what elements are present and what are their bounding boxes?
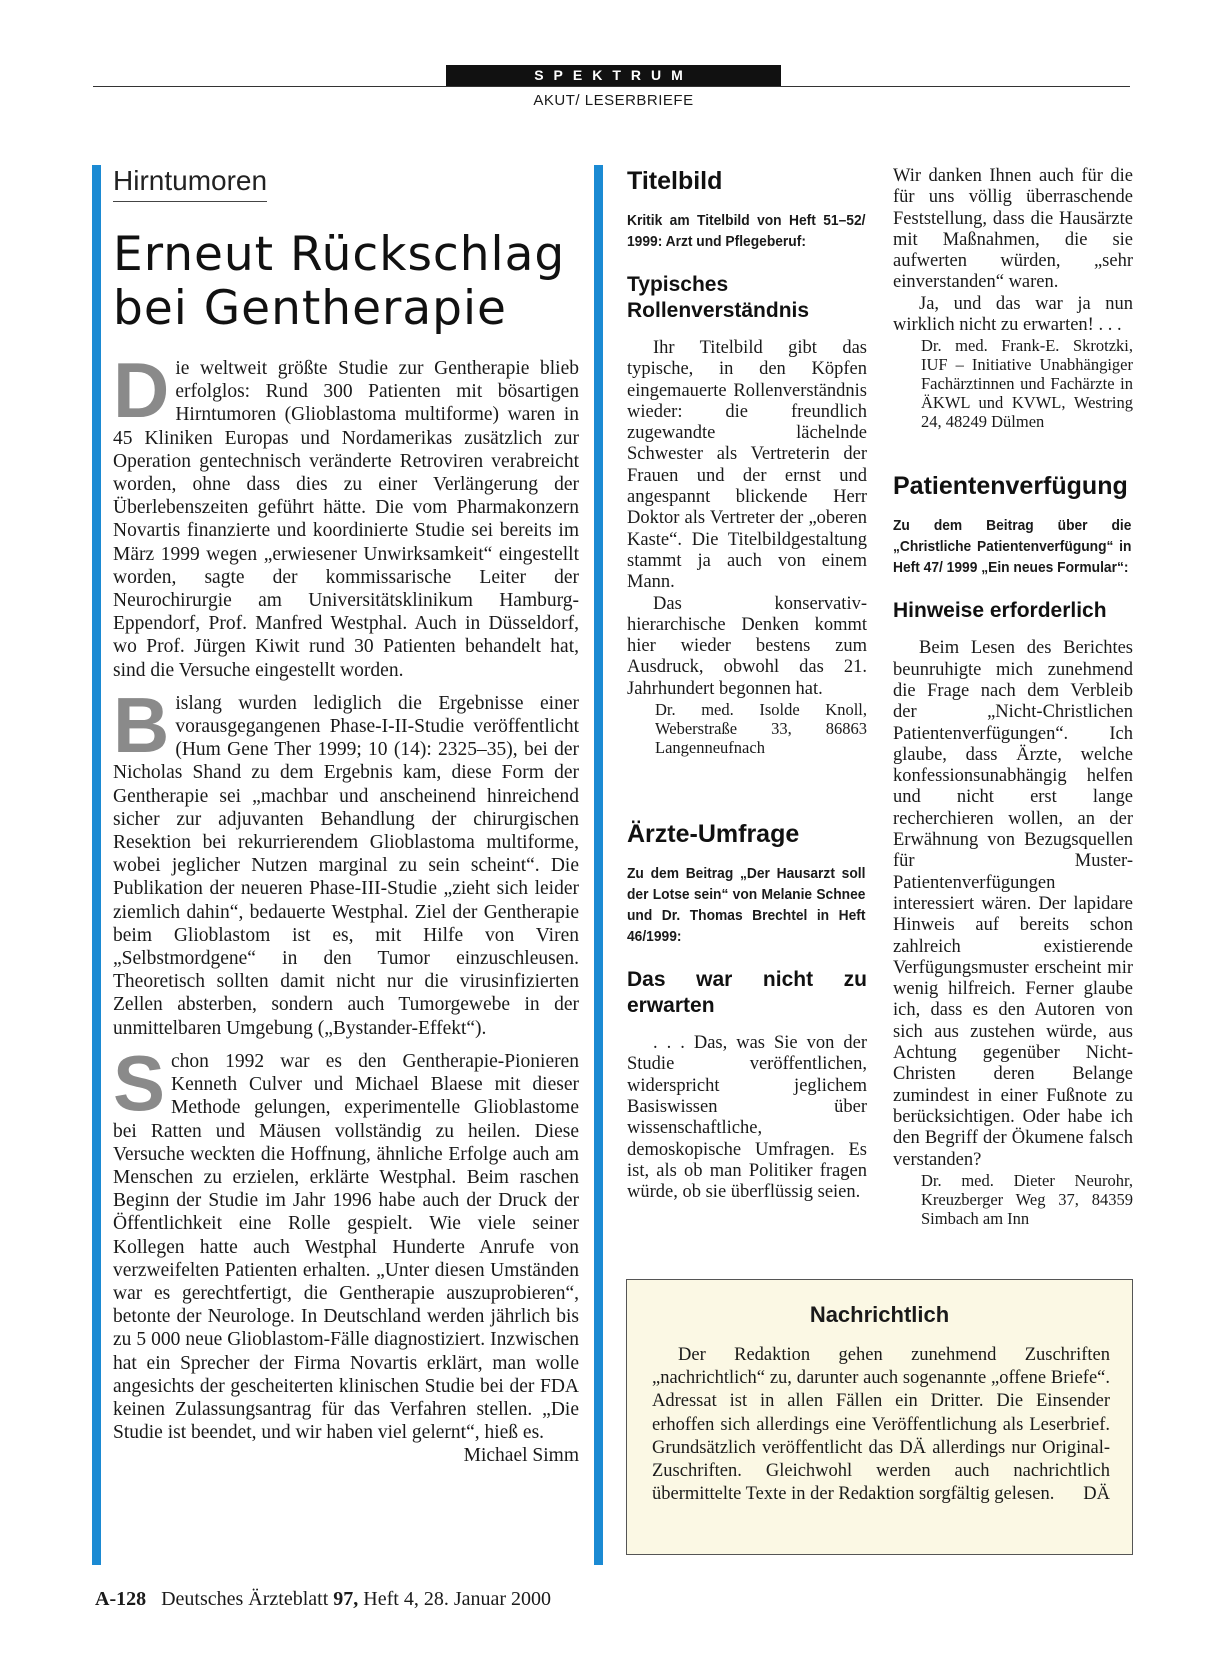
letters-column-right bbox=[893, 166, 1133, 1228]
journal-issue: Heft 4, 28. Januar 2000 bbox=[363, 1588, 552, 1610]
article-author: Michael Simm bbox=[463, 1445, 579, 1467]
paragraph-text: islang wurden lediglich die Ergebnisse einer vorausgegangenen Phase-I-II-Studie veröffentlicht (Hum Gene Ther 1999; 10 (14): 2325–35), bei der Nicholas Shand zu dem Ergebnis kam, diese Form der Gentherapie sei „machbar und anscheinend hinreichend sicher zur adjuvanten Behandlung der chirurgischen Resektion bei rekurrierendem Glioblastoma multiforme, wobei jeglicher Nutzen marginal zu sein scheint“. Die Publikation der neueren Phase-III-Studie „zieht sich leider ziemlich dahin“, bedauerte Westphal. Ziel der Gentherapie beim Glioblastom ist es, mit Hilfe von Viren „Selbstmordgene“ in den Tumor einzuschleusen. Theoretisch sollten damit nicht nur die virusinfizierten Zellen absterben, sondern auch Tumorgewebe in der unmittelbaren Umgebung („Bystander-Effekt“). bbox=[113, 692, 579, 1039]
section-title-titelbild: Titelbild bbox=[627, 167, 723, 195]
letter-paragraph: Ihr Titelbild gibt das typische, in den Köpfen eingemauerte Rollenverständnis wieder: die freundlich zugewandte lächelnde Schwester als Vertreterin der Frauen und der ernst und angespannt blickende Herr Doktor als Vertreter der „oberen Kaste“. Die Titelbildgestaltung stammt ja auch von einem Mann. bbox=[627, 338, 867, 593]
notice-body: Der Redaktion gehen zunehmend Zuschriften „nachrichtlich“ zu, darunter auch sogenannte „offene Briefe“. Adressat ist in allen Fällen ein Dritter. Die Einsender erhoffen sich allerdings eine Veröffentlichung als Leserbrief. Grundsätzlich veröffentlicht das DÄ allerdings nur Original-Zuschriften. Gleichwohl werden auch nachrichtlich übermittelte Texte in der Redaktion sorgfältig gelesen. bbox=[652, 1345, 1110, 1505]
section-title-verfuegung: Patientenverfügung bbox=[893, 472, 1128, 501]
letters-accent-bar bbox=[594, 165, 603, 1565]
letter-title: Typisches Rollenverständnis bbox=[627, 273, 810, 322]
letter-signature: Dr. med. Isolde Knoll, Weberstraße 33, 86863 Langenneufnach bbox=[655, 700, 867, 758]
letter-title: Hinweise erforderlich bbox=[893, 599, 1107, 623]
page-footer bbox=[95, 1588, 551, 1611]
drop-cap: B bbox=[113, 680, 170, 769]
drop-cap: S bbox=[113, 1038, 166, 1127]
letter-signature: Dr. med. Frank-E. Skrotzki, IUF – Initiative Unabhängiger Fachärztinnen und Fachärzte in ÄKWL und KVWL, Westring 24, 48249 Dülmen bbox=[921, 336, 1133, 432]
header-rule bbox=[93, 86, 1130, 87]
page-number: A-128 bbox=[95, 1588, 147, 1610]
article-headline: Erneut Rückschlag bei Gentherapie bbox=[113, 227, 566, 336]
article-paragraph bbox=[113, 1038, 579, 1467]
article-paragraph bbox=[113, 680, 579, 1040]
letter-paragraph: Ja, und das war ja nun wirklich nicht zu erwarten! . . . bbox=[893, 293, 1133, 336]
drop-cap: D bbox=[113, 346, 170, 434]
letter-reference: Zu dem Beitrag „Der Hausarzt soll der Lotse sein“ von Melanie Schnee und Dr. Thomas Brechtel in Heft 46/1999: bbox=[627, 865, 866, 946]
letter-reference: Kritik am Titelbild von Heft 51–52/ 1999: Arzt und Pflegeberuf: bbox=[627, 212, 866, 250]
section-title-umfrage: Ärzte-Umfrage bbox=[627, 820, 800, 849]
journal-name: Deutsches Ärzteblatt bbox=[161, 1588, 329, 1610]
notice-tag: DÄ bbox=[1083, 1484, 1110, 1505]
letter-paragraph: Beim Lesen des Berichtes beunruhigte mich zunehmend die Frage nach dem Verbleib der „Nicht-Christlichen Patientenverfügungen“. Ich glaube, dass Ärzte, welche konfessionsunabhängig helfen und nicht erst lange recherchieren wollen, an der Erwähnung von Bezugsquellen für Muster-Patientenverfügungen interessiert wären. Der lapidare Hinweis auf bereits schon zahlreich existierende Verfügungsmuster erscheint mir wenig hilfreich. Ferner glaube ich, dass es den Autoren von sich aus zustehen würde, aus Achtung gegenüber Nicht-Christen deren Belange zumindest in einer Fußnote zu berücksichtigen. Oder habe ich den Begriff der Ökumene falsch verstanden? bbox=[893, 638, 1133, 1170]
notice-box bbox=[626, 1279, 1133, 1555]
letter-paragraph: . . . Das, was Sie von der Studie veröffentlichen, widerspricht jeglichem Basiswissen über wissenschaftliche, demoskopische Umfragen. Es ist, als ob man Politiker fragen würde, ob sie überflüssig seien. bbox=[627, 1033, 867, 1203]
letter-title: Das war nicht zu erwarten bbox=[627, 968, 867, 1018]
article-topic: Hirntumoren bbox=[113, 163, 267, 202]
section-kicker: SPEKTRUM bbox=[446, 65, 781, 86]
article-body bbox=[113, 346, 579, 1468]
letter-paragraph: Das konservativ-hierarchische Denken kommt hier wieder bestens zum Ausdruck, obwohl das 21. Jahrhundert begonnen hat. bbox=[627, 593, 867, 699]
letter-reference: Zu dem Beitrag über die „Christliche Patientenverfügung“ in Heft 47/ 1999 „Ein neues Formular“: bbox=[893, 517, 1132, 577]
paragraph-text: ie weltweit größte Studie zur Gentherapie blieb erfolglos: Rund 300 Patienten mit bösartigen Hirntumoren (Glioblastoma multiforme) waren in 45 Kliniken Europas und Nordamerikas zusätzlich zur Operation gentechnisch veränderte Retroviren verabreicht worden, ohne dass dies zu einer Verlängerung der Überlebenszeiten geführt hätte. Die vom Pharmakonzern Novartis finanzierte und koordinierte Studie sei bereits im März 1999 wegen „erwiesener Unwirksamkeit“ eingestellt worden, sagte der kommissarische Leiter der Neurochirurgie am Universitätsklinikum Hamburg-Eppendorf, Prof. Manfred Westphal. Auch in Düsseldorf, wo Prof. Jürgen Kiwit rund 30 Patienten behandelt hat, sind die Versuche eingestellt worden. bbox=[113, 358, 579, 681]
letters-column-middle bbox=[627, 166, 867, 1203]
notice-title: Nachrichtlich bbox=[809, 1302, 950, 1327]
letter-signature: Dr. med. Dieter Neurohr, Kreuzberger Weg 37, 84359 Simbach am Inn bbox=[921, 1170, 1133, 1228]
paragraph-text: chon 1992 war es den Gentherapie-Pionieren Kenneth Culver und Michael Blaese mit dieser Methode gelungen, experimentelle Glioblastome bei Ratten und Mäusen vollständig zu heilen. Diese Versuche weckten die Hoffnung, ähnliche Erfolge auch am Menschen zu erzielen, erklärte Westphal. Beim raschen Beginn der Studie im Jahr 1996 habe auch der Druck der Öffentlichkeit eine Rolle gespielt. Wie viele seiner Kollegen hatte auch Westphal Hunderte Anrufe von verzweifelten Patienten erhalten. „Unter diesen Umständen war es gerechtfertigt, die Gentherapie auszuprobieren“, betonte der Neurologe. In Deutschland werden jährlich bis zu 5 000 neue Glioblastom-Fälle diagnostiziert. Inzwischen hat ein Sprecher der Firma Novartis erklärt, man wolle angesichts der gescheiterten klinischen Studie bei der FDA keinen Zulassungsantrag für das Verfahren stellen. „Die Studie ist beendet, und wir haben viel gelernt“, hieß es. bbox=[113, 1050, 579, 1444]
article-paragraph bbox=[113, 346, 579, 682]
article-accent-bar bbox=[92, 165, 101, 1565]
notice-text bbox=[652, 1344, 1110, 1506]
journal-volume: 97, bbox=[333, 1588, 359, 1610]
letter-paragraph: Wir danken Ihnen auch für die für uns völlig überraschende Feststellung, dass die Hausärzte mit Maßnahmen, die sie aufwerten würden, „sehr einverstanden“ waren. bbox=[893, 166, 1133, 293]
section-rubric: AKUT/ LESERBRIEFE bbox=[533, 92, 694, 109]
